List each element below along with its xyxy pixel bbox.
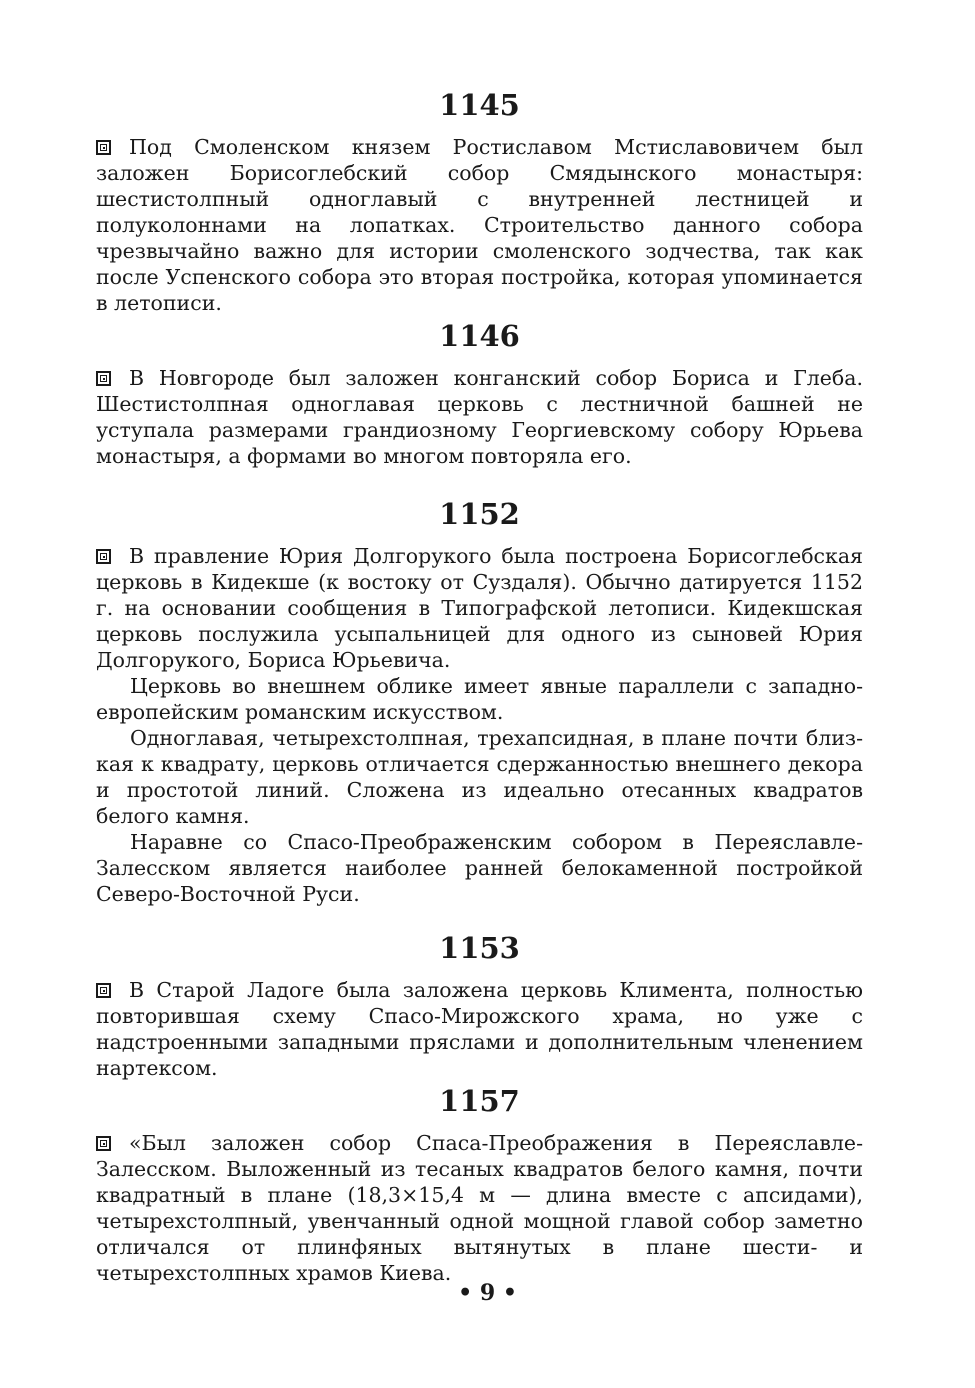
entry-1146	[96, 319, 863, 469]
entry-paragraph	[96, 1130, 863, 1286]
entry-year: 1146	[439, 319, 520, 353]
paragraph-text: В Старой Ладоге была заложена церковь Климента, полностью повторившая схему Спасо-Мирожского храма, но уже с надстроенными западными пряслами и дополнительным членением нартексом.	[96, 978, 863, 1080]
entry-marker-icon	[96, 1136, 111, 1151]
entry-year: 1152	[439, 497, 520, 531]
entry-1153	[96, 931, 863, 1081]
entry-marker-icon	[96, 549, 111, 564]
entry-year: 1157	[439, 1084, 520, 1118]
entry-paragraph: Церковь во внешнем облике имеет явные параллели с западно-европейским романским искусством.	[96, 674, 863, 724]
entry-year: 1145	[439, 88, 520, 122]
entry-paragraph	[96, 365, 863, 469]
paragraph-text: «Был заложен собор Спаса-Преображения в Переяславле-Залесском. Выложенный из тесаных квадратов белого камня, почти квадратный в плане (18,3×15,4 м — длина вместе с апсидами), четырехстолпный, увенчанный одной мощной главой собор заметно отличался от плинфяных вытянутых в плане шести- и четырехстолпных храмов Киева.	[96, 1131, 863, 1285]
entry-paragraph: Одноглавая, четырехстолпная, трехапсидная, в плане почти близкая к квадрату, церковь отличается сдержанностью внешнего декора и простотой линий. Сложена из идеально отесанных квадратов белого камня.	[96, 726, 863, 828]
entry-year: 1153	[439, 931, 520, 965]
entry-1157	[96, 1084, 863, 1286]
entry-paragraph	[96, 543, 863, 673]
paragraph-text: Под Смоленском князем Ростиславом Мстиславовичем был заложен Борисоглебский собор Смядынского монастыря: шестистолпный одноглавый с внутренней лестницей и полуколоннами на лопатках. Строительство данного собора чрезвычайно важно для истории смоленского зодчества, так как после Успенского собора это вторая постройка, которая упоминается в летописи.	[96, 135, 863, 315]
entry-1145	[96, 88, 863, 316]
entry-paragraph	[96, 977, 863, 1081]
entry-marker-icon	[96, 140, 111, 155]
entry-paragraph	[96, 134, 863, 316]
entry-marker-icon	[96, 983, 111, 998]
entry-marker-icon	[96, 371, 111, 386]
entry-paragraph: Наравне со Спасо-Преображенским собором в Переяславле-Залесском является наиболее ранней белокаменной постройкой Северо-Восточной Руси.	[96, 830, 863, 906]
page-number: • 9 •	[458, 1280, 517, 1306]
entry-1152	[96, 497, 863, 907]
paragraph-text: В правление Юрия Долгорукого была построена Борисоглебская церковь в Кидекше (к востоку от Суздаля). Обычно датируется 1152 г. на основании сообщения в Типографской летописи. Кидекшская церковь послужила усыпальницей для одного из сыновей Юрия Долгорукого, Бориса Юрьевича.	[96, 544, 863, 672]
paragraph-text: В Новгороде был заложен конганский собор Бориса и Глеба. Шестистолпная одноглавая церковь с лестничной башней не уступала размерами грандиозному Георгиевскому собору Юрьева монастыря, а формами во многом повторяла его.	[96, 366, 863, 468]
